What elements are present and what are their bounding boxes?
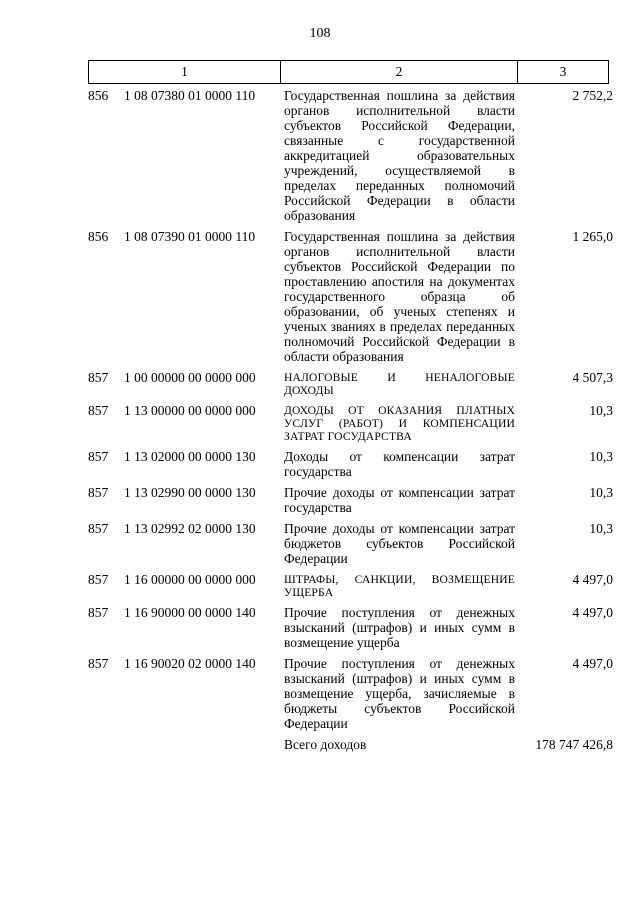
total-amount: 178 747 426,8 — [535, 737, 613, 752]
budget-code: 1 08 07390 01 0000 110 — [124, 229, 256, 244]
code-cell — [88, 449, 280, 464]
code-cell — [88, 605, 280, 620]
admin-code: 857 — [88, 572, 109, 587]
header-col-2: 2 — [281, 61, 518, 83]
table-row — [88, 370, 613, 397]
admin-code: 857 — [88, 370, 109, 385]
budget-code: 1 13 02992 02 0000 130 — [124, 521, 256, 536]
table-row — [88, 572, 613, 599]
code-cell — [88, 88, 280, 103]
revenue-amount: 2 752,2 — [572, 88, 613, 103]
code-cell — [88, 403, 280, 418]
revenue-amount: 4 497,0 — [572, 605, 613, 620]
budget-code: 1 08 07380 01 0000 110 — [124, 88, 256, 103]
revenue-amount: 10,3 — [589, 485, 613, 500]
admin-code: 857 — [88, 485, 109, 500]
header-col-1: 1 — [89, 61, 281, 83]
budget-code: 1 16 00000 00 0000 000 — [124, 572, 256, 587]
revenue-amount: 1 265,0 — [572, 229, 613, 244]
table-row — [88, 656, 613, 731]
revenue-name: Государственная пошлина за действия органов исполнительной власти субъектов Российской Федерации, связанные с государственной аккредитацией образовательных учреждений, осуществляемой в пределах переданных полномочий Российской Федерации в области образования — [284, 88, 515, 223]
page-number: 108 — [309, 26, 331, 41]
revenue-amount: 10,3 — [589, 521, 613, 536]
code-cell — [88, 572, 280, 587]
revenue-name: НАЛОГОВЫЕ И НЕНАЛОГОВЫЕ ДОХОДЫ — [284, 371, 515, 397]
total-label: Всего доходов — [284, 737, 367, 752]
revenue-amount: 4 497,0 — [572, 572, 613, 587]
admin-code: 856 — [88, 229, 109, 244]
revenue-amount: 10,3 — [589, 403, 613, 418]
table-row — [88, 485, 613, 515]
code-cell — [88, 656, 280, 671]
total-row — [88, 737, 613, 752]
revenue-name: ШТРАФЫ, САНКЦИИ, ВОЗМЕЩЕНИЕ УЩЕРБА — [284, 573, 515, 599]
revenue-name: Доходы от компенсации затрат государства — [284, 449, 515, 479]
code-cell — [88, 229, 280, 244]
admin-code: 857 — [88, 449, 109, 464]
revenue-amount: 4 507,3 — [572, 370, 613, 385]
revenue-name: ДОХОДЫ ОТ ОКАЗАНИЯ ПЛАТНЫХ УСЛУГ (РАБОТ) И КОМПЕНСАЦИИ ЗАТРАТ ГОСУДАРСТВА — [284, 404, 515, 443]
table-row — [88, 88, 613, 223]
revenue-name: Прочие поступления от денежных взысканий (штрафов) и иных сумм в возмещение ущерба, зачисляемые в бюджеты субъектов Российской Федерации — [284, 656, 515, 731]
budget-code: 1 13 02990 00 0000 130 — [124, 485, 256, 500]
budget-code: 1 00 00000 00 0000 000 — [124, 370, 256, 385]
revenue-name: Прочие поступления от денежных взысканий (штрафов) и иных сумм в возмещение ущерба — [284, 605, 515, 650]
revenue-name: Прочие доходы от компенсации затрат бюджетов субъектов Российской Федерации — [284, 521, 515, 566]
admin-code: 856 — [88, 88, 109, 103]
table-row — [88, 449, 613, 479]
revenue-amount: 4 497,0 — [572, 656, 613, 671]
revenue-table-body — [88, 88, 613, 758]
revenue-name: Прочие доходы от компенсации затрат государства — [284, 485, 515, 515]
revenue-name: Государственная пошлина за действия органов исполнительной власти субъектов Российской Федерации по проставлению апостиля на документах государственного образца об образовании, об ученых степенях и ученых званиях в пределах переданных полномочий Российской Федерации в области образования — [284, 229, 515, 364]
code-cell — [88, 521, 280, 536]
header-col-3: 3 — [559, 64, 567, 79]
admin-code: 857 — [88, 403, 109, 418]
budget-code: 1 13 00000 00 0000 000 — [124, 403, 256, 418]
budget-code: 1 16 90020 02 0000 140 — [124, 656, 256, 671]
table-header — [88, 60, 609, 84]
revenue-amount: 10,3 — [589, 449, 613, 464]
budget-code: 1 16 90000 00 0000 140 — [124, 605, 256, 620]
code-cell — [88, 370, 280, 385]
table-row — [88, 229, 613, 364]
admin-code: 857 — [88, 521, 109, 536]
table-row — [88, 605, 613, 650]
admin-code: 857 — [88, 656, 109, 671]
admin-code: 857 — [88, 605, 109, 620]
table-row — [88, 521, 613, 566]
budget-code: 1 13 02000 00 0000 130 — [124, 449, 256, 464]
table-row — [88, 403, 613, 443]
code-cell — [88, 485, 280, 500]
